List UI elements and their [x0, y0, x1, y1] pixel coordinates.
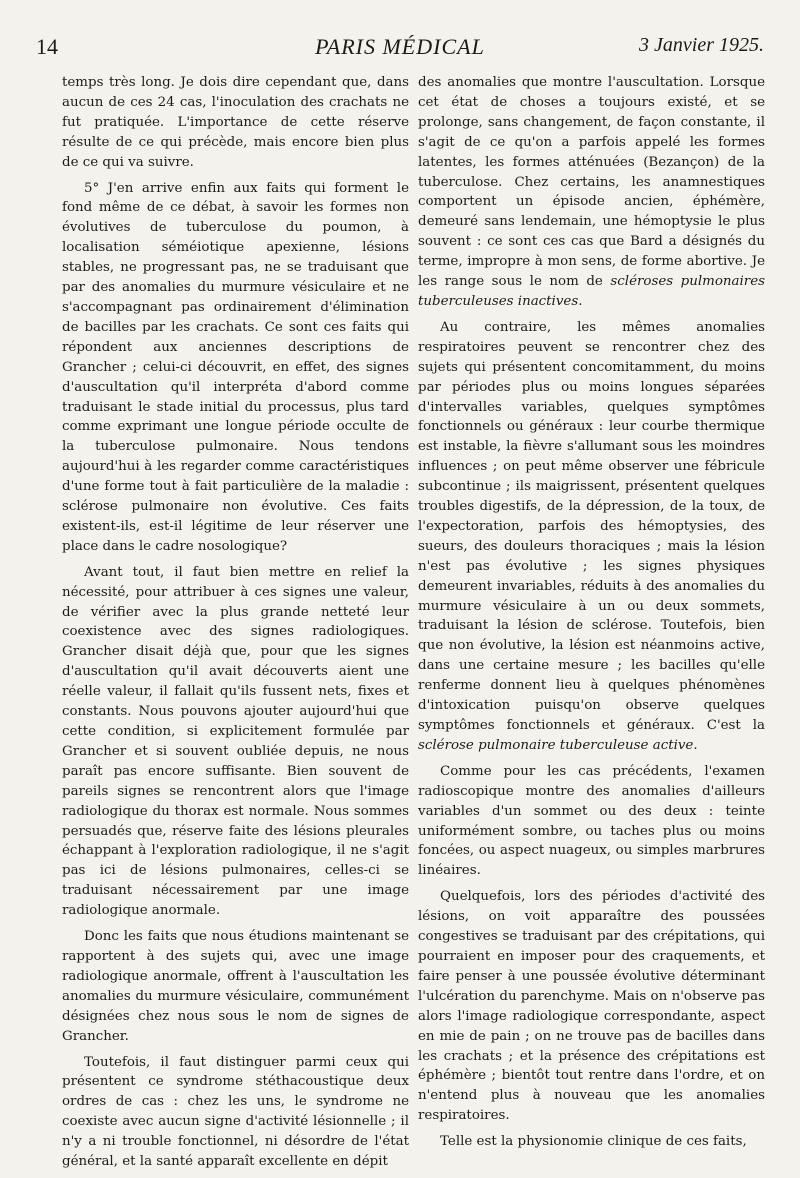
paragraph: temps très long. Je dois dire cependant que, dans aucun de ces 24 cas, l'inoculation des crachats ne fut pratiquée. L'importance de cette réserve résulte de ce qui précède, mais encore bien plus de ce qui va suivre.	[62, 75, 409, 170]
text-run: .	[578, 293, 583, 309]
italic-term: sclérose pulmonaire tuberculeuse active	[418, 737, 694, 753]
journal-title: PARIS MÉDICAL	[315, 34, 485, 59]
paragraph: Telle est la physionomie clinique de ces faits,	[440, 1134, 747, 1150]
text-run: .	[693, 737, 698, 753]
paragraph: Toutefois, il faut distinguer parmi ceux qui présentent ce syndrome stéthacoustique deux ordres de cas : chez les uns, le syndrome ne coexiste avec aucun signe d'activité lésionnelle ; il n'y a ni trouble fonctionnel, ni désordre de l'état général, et la santé apparaît excellente en dépit	[62, 1054, 409, 1170]
paragraph	[418, 318, 765, 756]
right-column	[418, 73, 765, 1158]
paragraph: Quelquefois, lors des périodes d'activité des lésions, on voit apparaître des poussées congestives se traduisant par des crépitations, qui pourraient en imposer pour des craquements, et faire penser à une poussée évolutive déterminant l'ulcération du parenchyme. Mais on n'observe pas alors l'image radiologique correspondante, aspect en mie de pain ; on ne trouve pas de bacilles dans les crachats ; et la présence des crépitations est éphémère ; bientôt tout rentre dans l'ordre, et on n'entend plus à nouveau que les anomalies respiratoires.	[418, 889, 765, 1124]
text-run: Au contraire, les mêmes anomalies respiratoires peuvent se rencontrer chez des sujets qui présentent concomitamment, du moins par périodes plus ou moins longues séparées d'intervalles variables, quelques symptômes fonctionnels ou généraux : leur courbe thermique est instable, la fièvre s'allumant sous les moindres influences ; on peut même observer une fébricule subcontinue ; ils maigrissent, présentent quelques troubles digestifs, de la dépression, de la toux, de l'expectoration, parfois des hémoptysies, des sueurs, des douleurs thoraciques ; mais la lésion n'est pas évolutive ; les signes physiques demeurent invariables, réduits à des anomalies du murmure vésiculaire à un ou deux sommets, traduisant la lésion de sclérose. Toutefois, bien que non évolutive, la lésion est néanmoins active, dans une certaine mesure ; les bacilles qu'elle renferme donnent lieu à quelques phénomènes d'intoxication puisqu'on observe quelques symptômes fonctionnels et généraux. C'est la	[418, 319, 765, 733]
text-run: des anomalies que montre l'auscultation. Lorsque cet état de choses a toujours existé, et se prolonge, sans changement, de façon constante, il s'agit de ce qu'on a parfois appelé les formes latentes, les formes atténuées (Bezançon) de la tuberculose. Chez certains, les anamnestiques comportent un épisode ancien, éphémère, demeuré sans lendemain, une hémoptysie le plus souvent : ce sont ces cas que Bard a désignés du terme, impropre à mon sens, de forme abortive. Je les range sous le nom de	[418, 75, 765, 290]
page-header	[36, 30, 764, 64]
italic-term: scléroses pulmonaires tuberculeuses inactives	[418, 274, 766, 309]
paragraph: Avant tout, il faut bien mettre en relief la nécessité, pour attribuer à ces signes une valeur, de vérifier avec la plus grande netteté leur coexistence avec des signes radiologiques. Grancher disait déjà que, pour que les signes d'auscultation qu'il avait découverts aient une réelle valeur, il fallait qu'ils fussent nets, fixes et constants. Nous pouvons ajouter aujourd'hui que cette condition, si explicitement formulée par Grancher et si souvent oubliée depuis, ne nous paraît pas encore suffisante. Bien souvent de pareils signes se rencontrent alors que l'image radiologique du thorax est normale. Nous sommes persuadés que, réserve faite des lésions pleurales échappant à l'exploration radiologique, il ne s'agit pas ici de lésions pulmonaires, celles-ci se traduisant nécessairement par une image radiologique anormale.	[62, 564, 409, 919]
left-column	[62, 73, 409, 1178]
issue-date: 3 Janvier 1925.	[639, 34, 764, 56]
paragraph: Donc les faits que nous étudions maintenant se rapportent à des sujets qui, avec une image radiologique anormale, offrent à l'auscultation les anomalies du murmure vésiculaire, communément désignées chez nous sous le nom de signes de Grancher.	[62, 929, 409, 1044]
page-number: 14	[36, 34, 58, 59]
paragraph	[418, 73, 765, 312]
paragraph: Comme pour les cas précédents, l'examen radioscopique montre des anomalies d'ailleurs variables d'un sommet ou des deux : teinte uniformément sombre, ou taches plus ou moins foncées, ou aspect nuageux, ou simples marbrures linéaires.	[418, 763, 765, 879]
paragraph: 5° J'en arrive enfin aux faits qui forment le fond même de ce débat, à savoir les formes non évolutives de tuberculose du poumon, à localisation séméiotique apexienne, lésions stables, ne progressant pas, ne se traduisant que par des anomalies du murmure vésiculaire et ne s'accompagnant pas ordinairement d'élimination de bacilles par les crachats. Ce sont ces faits qui répondent aux anciennes descriptions de Grancher ; celui-ci découvrit, en effet, des signes d'auscultation qu'il interpréta d'abord comme traduisant le stade initial du processus, plus tard comme exprimant une longue période occulte de la tuberculose pulmonaire. Nous tendons aujourd'hui à les regarder comme caractéristiques d'une forme tout à fait particulière de la maladie : sclérose pulmonaire non évolutive. Ces faits existent-ils, est-il légitime de leur réserver une place dans le cadre nosologique?	[62, 180, 409, 554]
